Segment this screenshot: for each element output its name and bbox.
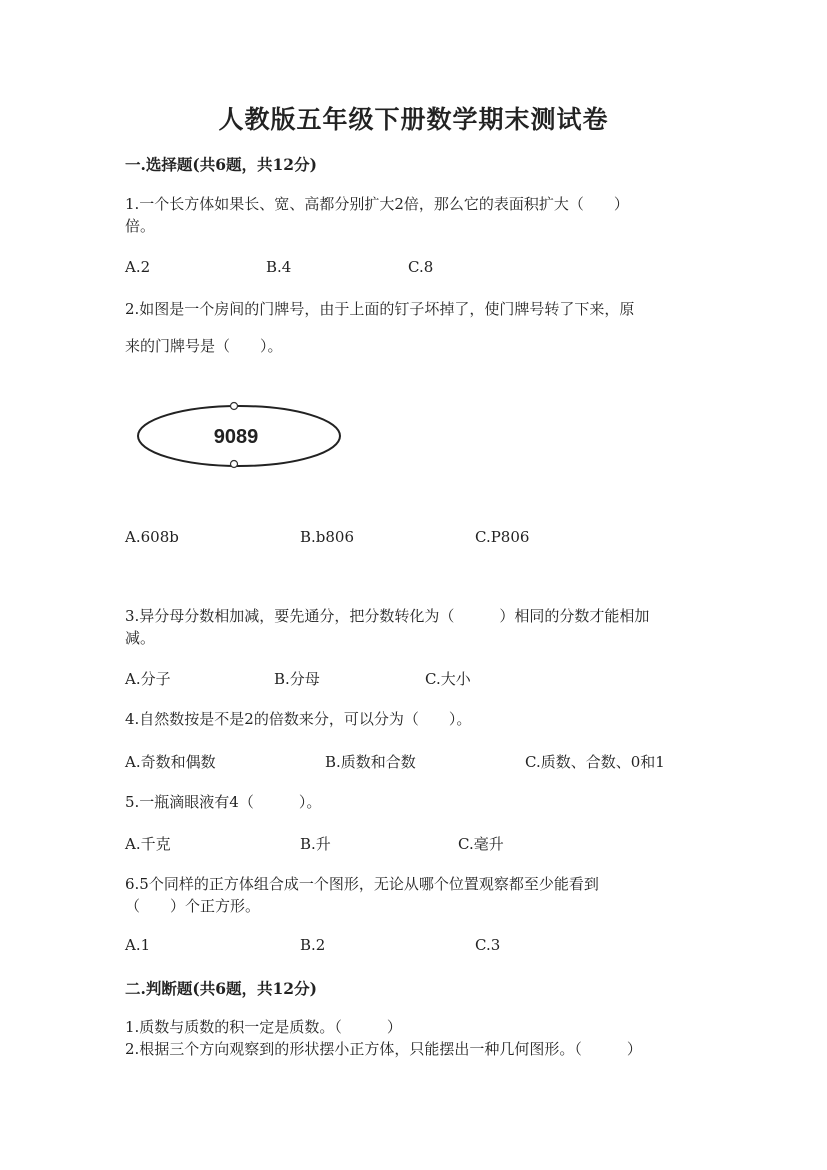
question-2-option-b: B.b806 <box>300 528 355 546</box>
question-5-line-1: 5.一瓶滴眼液有4（ ）。 <box>125 793 322 811</box>
question-2-line-1: 2.如图是一个房间的门牌号，由于上面的钉子坏掉了，使门牌号转了下来，原 <box>125 300 635 318</box>
question-1-line-2: 倍。 <box>125 217 156 235</box>
door-number-text: 9089 <box>213 426 259 448</box>
page-title: 人教版五年级下册数学期末测试卷 <box>218 105 609 134</box>
question-3-line-2: 减。 <box>125 629 156 647</box>
door-number-sign-figure <box>136 400 342 470</box>
section-heading-true-false: 二.判断题(共6题，共12分) <box>125 979 317 998</box>
question-3-line-1: 3.异分母分数相加减，要先通分，把分数转化为（ ）相同的分数才能相加 <box>125 607 650 625</box>
bottom-nail-hole-icon <box>231 461 238 468</box>
question-4-line-1: 4.自然数按是不是2的倍数来分，可以分为（ ）。 <box>125 710 472 728</box>
question-6-line-2: （ ）个正方形。 <box>125 897 261 915</box>
question-2-option-c: C.P806 <box>475 528 530 546</box>
question-6-line-1: 6.5个同样的正方体组合成一个图形，无论从哪个位置观察都至少能看到 <box>125 875 599 893</box>
door-sign-svg <box>136 400 342 470</box>
question-6-option-c: C.3 <box>475 936 501 954</box>
question-5-option-a: A.千克 <box>125 835 171 853</box>
question-2-option-a: A.608b <box>125 528 179 546</box>
question-2-line-2: 来的门牌号是（ ）。 <box>125 337 283 355</box>
question-4-option-a: A.奇数和偶数 <box>125 753 216 771</box>
question-1-option-a: A.2 <box>125 258 151 276</box>
question-3-option-c: C.大小 <box>425 670 471 688</box>
question-4-option-c: C.质数、合数、0和1 <box>525 753 665 771</box>
judge-question-2: 2.根据三个方向观察到的形状摆小正方体，只能摆出一种几何图形。（ ） <box>125 1040 642 1058</box>
top-nail-hole-icon <box>231 403 238 410</box>
question-5-option-c: C.毫升 <box>458 835 504 853</box>
section-heading-choice: 一.选择题(共6题，共12分) <box>125 155 317 174</box>
question-3-option-a: A.分子 <box>125 670 171 688</box>
question-1-option-b: B.4 <box>266 258 292 276</box>
question-1-line-1: 1.一个长方体如果长、宽、高都分别扩大2倍，那么它的表面积扩大（ ） <box>125 195 629 213</box>
judge-question-1: 1.质数与质数的积一定是质数。（ ） <box>125 1018 402 1036</box>
question-1-option-c: C.8 <box>408 258 434 276</box>
question-6-option-b: B.2 <box>300 936 326 954</box>
question-3-option-b: B.分母 <box>274 670 320 688</box>
question-5-option-b: B.升 <box>300 835 331 853</box>
question-6-option-a: A.1 <box>125 936 151 954</box>
question-4-option-b: B.质数和合数 <box>325 753 416 771</box>
